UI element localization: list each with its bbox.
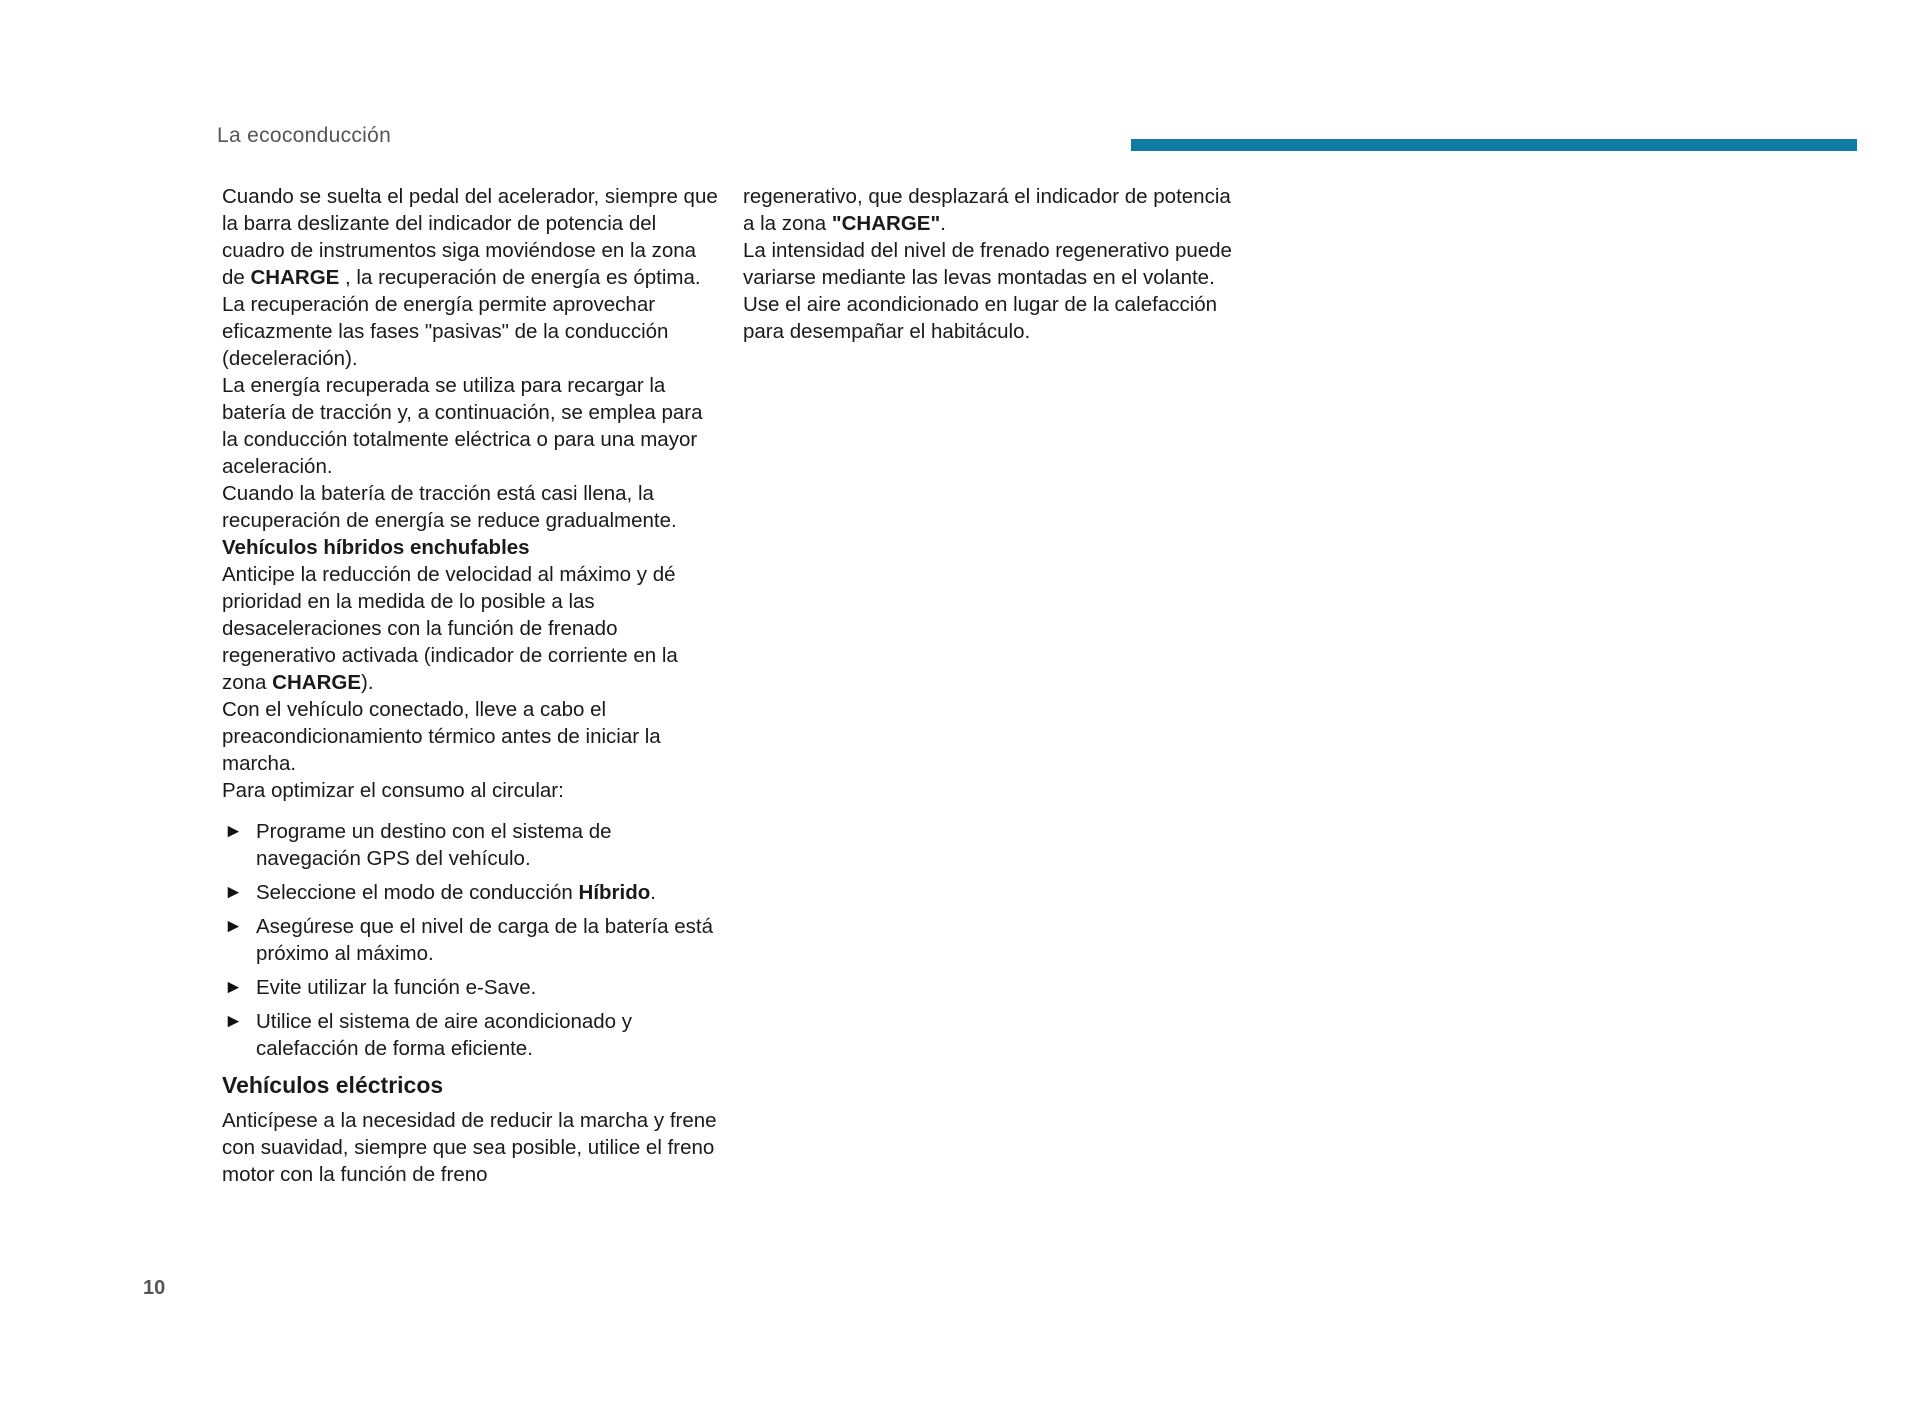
list-item: ► Seleccione el modo de conducción Híbrido.	[224, 881, 656, 904]
paragraph-recovered-energy: La energía recuperada se utiliza para recargar la batería de tracción y, a continuación, se emplea para la conducción totalmente eléctrica o para una mayor aceleración.	[222, 374, 703, 478]
charge-label: "CHARGE"	[831, 212, 941, 235]
arrow-right-icon: ►	[224, 1011, 243, 1032]
paragraph-air-conditioning: Use el aire acondicionado en lugar de la calefacción para desempañar el habitáculo.	[743, 293, 1218, 343]
section-title: La ecoconducción	[217, 124, 392, 147]
arrow-right-icon: ►	[224, 882, 243, 903]
list-item: ► Programe un destino con el sistema de navegación GPS del vehículo.	[224, 820, 612, 870]
paragraph-electric-braking: Anticípese a la necesidad de reducir la marcha y frene con suavidad, siempre que sea posible, utilice el freno motor con la función de freno	[222, 1109, 717, 1186]
paragraph-preconditioning: Con el vehículo conectado, lleve a cabo el preacondicionamiento térmico antes de iniciar la marcha.	[222, 698, 661, 775]
tips-list	[222, 818, 722, 1062]
paragraph-optimize-intro: Para optimizar el consumo al circular:	[222, 779, 564, 802]
left-column	[222, 183, 722, 1188]
list-item: ► Evite utilizar la función e-Save.	[224, 976, 537, 999]
hybrid-vehicles-heading: Vehículos híbridos enchufables	[222, 536, 530, 559]
arrow-right-icon: ►	[224, 977, 243, 998]
paragraph-paddles: La intensidad del nivel de frenado regenerativo puede variarse mediante las levas montadas en el volante.	[743, 239, 1232, 289]
arrow-right-icon: ►	[224, 916, 243, 937]
paragraph-charge-recovery: Cuando se suelta el pedal del acelerador, siempre que la barra deslizante del indicador de potencia del cuadro de instrumentos siga moviéndose en la zona de CHARGE , la recuperación de energía es óptima.	[222, 185, 718, 289]
electric-vehicles-heading: Vehículos eléctricos	[222, 1072, 444, 1098]
paragraph-battery-full: Cuando la batería de tracción está casi llena, la recuperación de energía se reduce gradualmente.	[222, 482, 677, 532]
paragraph-regenerative: regenerativo, que desplazará el indicador de potencia a la zona "CHARGE".	[743, 185, 1231, 235]
paragraph-anticipate-speed: Anticipe la reducción de velocidad al máximo y dé prioridad en la medida de lo posible a las desaceleraciones con la función de frenado regenerativo activada (indicador de corriente en la zona CHARGE).	[222, 563, 678, 694]
page-number: 10	[143, 1277, 166, 1299]
right-column	[743, 183, 1243, 345]
header-accent-bar	[1131, 139, 1857, 151]
charge-label: CHARGE	[272, 671, 361, 694]
list-item: ► Utilice el sistema de aire acondicionado y calefacción de forma eficiente.	[224, 1010, 633, 1060]
paragraph-passive-phases: La recuperación de energía permite aprovechar eficazmente las fases "pasivas" de la conducción (deceleración).	[222, 293, 669, 370]
charge-label: CHARGE	[250, 266, 340, 289]
list-item: ► Asegúrese que el nivel de carga de la batería está próximo al máximo.	[224, 915, 713, 965]
arrow-right-icon: ►	[224, 821, 243, 842]
